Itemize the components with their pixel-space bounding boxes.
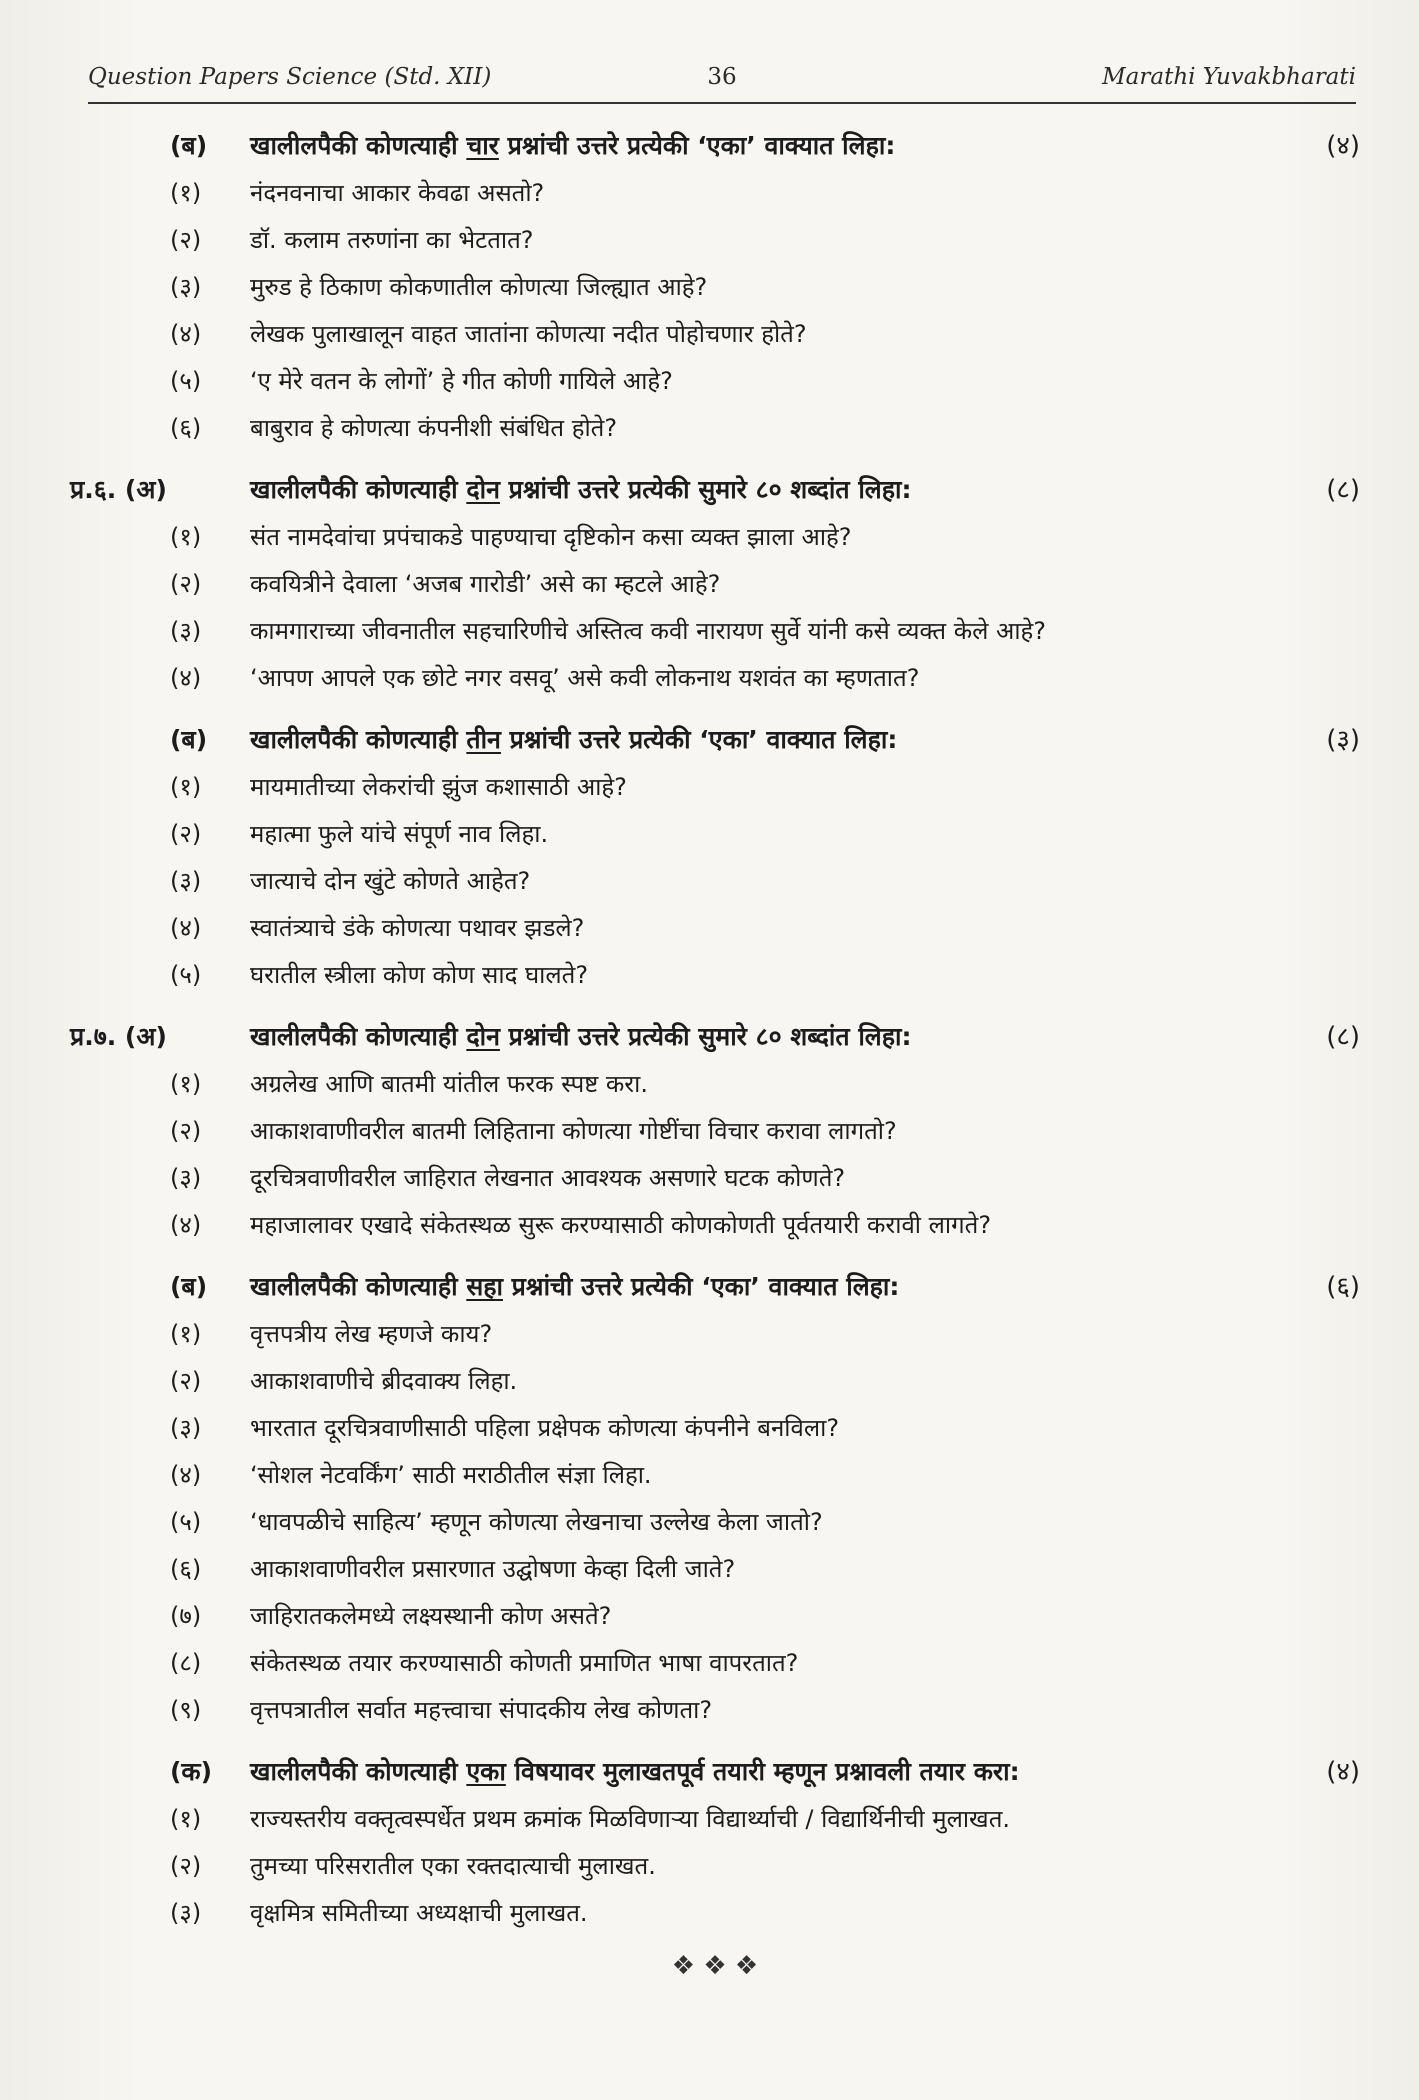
sub-question xyxy=(70,217,1360,264)
question-section xyxy=(70,1013,1360,1249)
sub-question-text: नंदनवनाचा आकार केवढा असतो? xyxy=(250,179,545,207)
sub-question-text: संत नामदेवांचा प्रपंचाकडे पाहण्याचा दृष्टिकोन कसा व्यक्त झाला आहे? xyxy=(250,523,852,551)
question-number: (ब) xyxy=(170,1272,208,1301)
instruction-suffix: प्रश्नांची उत्तरे प्रत्येकी ‘एका’ वाक्यात लिहा: xyxy=(498,131,896,160)
sub-question-text: ‘सोशल नेटवर्किंग’ साठी मराठीतील संज्ञा लिहा. xyxy=(250,1461,652,1489)
sub-question-number: (१) xyxy=(170,523,202,551)
sub-question xyxy=(70,405,1360,452)
question-instruction xyxy=(250,1748,1020,1796)
page-number: 36 xyxy=(707,64,737,90)
sub-question-text: ‘ए मेरे वतन के लोगों’ हे गीत कोणी गायिले आहे? xyxy=(250,367,673,395)
sub-question-number: (१) xyxy=(170,1320,202,1348)
sub-question-text: जाहिरातकलेमध्ये लक्ष्यस्थानी कोण असते? xyxy=(250,1602,612,1630)
question-heading xyxy=(70,122,1360,170)
header-book-title: Question Papers Science (Std. XII) xyxy=(88,64,492,90)
sub-question-number: (२) xyxy=(170,1117,202,1145)
question-heading xyxy=(70,1748,1360,1796)
instruction-prefix: खालीलपैकी कोणत्याही xyxy=(250,1272,467,1301)
question-section xyxy=(70,122,1360,452)
sub-question-number: (४) xyxy=(170,664,202,692)
sub-question-text: कामगाराच्या जीवनातील सहचारिणीचे अस्तित्व कवी नारायण सुर्वे यांनी कसे व्यक्त केले आहे? xyxy=(250,617,1047,645)
sub-question-number: (५) xyxy=(170,1508,202,1536)
sub-question-number: (३) xyxy=(170,273,202,301)
sub-question-number: (३) xyxy=(170,1164,202,1192)
sub-question-text: दूरचित्रवाणीवरील जाहिरात लेखनात आवश्यक असणारे घटक कोणते? xyxy=(250,1164,846,1192)
question-section xyxy=(70,716,1360,999)
sub-question xyxy=(70,905,1360,952)
question-instruction xyxy=(250,122,895,170)
sub-question-text: ‘धावपळीचे साहित्य’ म्हणून कोणत्या लेखनाचा उल्लेख केला जातो? xyxy=(250,1508,823,1536)
instruction-suffix: प्रश्नांची उत्तरे प्रत्येकी ‘एका’ वाक्यात लिहा: xyxy=(502,1272,900,1301)
question-content xyxy=(70,122,1360,1981)
sub-question xyxy=(70,311,1360,358)
question-heading xyxy=(70,466,1360,514)
sub-question xyxy=(70,1311,1360,1358)
instruction-prefix: खालीलपैकी कोणत्याही xyxy=(250,475,467,504)
sub-question-text: आकाशवाणीवरील प्रसारणात उद्घोषणा केव्हा दिली जाते? xyxy=(250,1555,736,1583)
instruction-suffix: विषयावर मुलाखतपूर्व तयारी म्हणून प्रश्नावली तयार करा: xyxy=(505,1757,1020,1786)
question-number: प्र.७. (अ) xyxy=(70,1022,167,1051)
instruction-prefix: खालीलपैकी कोणत्याही xyxy=(250,725,467,754)
instruction-prefix: खालीलपैकी कोणत्याही xyxy=(250,131,467,160)
sub-question xyxy=(70,1499,1360,1546)
sub-question-text: महाजालावर एखादे संकेतस्थळ सुरू करण्यासाठी कोणकोणती पूर्वतयारी करावी लागते? xyxy=(250,1211,992,1239)
sub-question-number: (१) xyxy=(170,1070,202,1098)
sub-question xyxy=(70,764,1360,811)
sub-question-number: (३) xyxy=(170,1899,202,1927)
sub-question-text: ‘आपण आपले एक छोटे नगर वसवू’ असे कवी लोकनाथ यशवंत का म्हणतात? xyxy=(250,664,920,692)
sub-question-text: तुमच्या परिसरातील एका रक्तदात्याची मुलाखत. xyxy=(250,1852,656,1880)
sub-question-text: कवयित्रीने देवाला ‘अजब गारोडी’ असे का म्हटले आहे? xyxy=(250,570,721,598)
sub-question-number: (७) xyxy=(170,1602,202,1630)
sub-question-number: (९) xyxy=(170,1696,202,1724)
question-heading xyxy=(70,1263,1360,1311)
sub-question-number: (१) xyxy=(170,179,202,207)
sub-question-text: वृत्तपत्रीय लेख म्हणजे काय? xyxy=(250,1320,493,1348)
sub-question-text: डॉ. कलाम तरुणांना का भेटतात? xyxy=(250,226,534,254)
sub-question xyxy=(70,514,1360,561)
instruction-count-word: तीन xyxy=(466,725,501,754)
sub-question-number: (५) xyxy=(170,961,202,989)
sub-question-text: संकेतस्थळ तयार करण्यासाठी कोणती प्रमाणित भाषा वापरतात? xyxy=(250,1649,799,1677)
sub-question-number: (३) xyxy=(170,867,202,895)
question-number: (क) xyxy=(170,1757,213,1786)
question-instruction xyxy=(250,716,897,764)
sub-question xyxy=(70,608,1360,655)
sub-question-text: घरातील स्त्रीला कोण कोण साद घालते? xyxy=(250,961,589,989)
question-marks: (६) xyxy=(1326,1272,1360,1302)
instruction-suffix: प्रश्नांची उत्तरे प्रत्येकी ‘एका’ वाक्यात लिहा: xyxy=(500,725,898,754)
sub-question xyxy=(70,1546,1360,1593)
question-marks: (४) xyxy=(1326,131,1360,161)
question-number: (ब) xyxy=(170,131,208,160)
sub-question-number: (४) xyxy=(170,1461,202,1489)
sub-question-number: (४) xyxy=(170,914,202,942)
sub-question-text: मायमातीच्या लेकरांची झुंज कशासाठी आहे? xyxy=(250,773,627,801)
sub-question-text: वृत्तपत्रातील सर्वात महत्त्वाचा संपादकीय लेख कोणता? xyxy=(250,1696,713,1724)
sub-question-text: वृक्षमित्र समितीच्या अध्यक्षाची मुलाखत. xyxy=(250,1899,588,1927)
question-section xyxy=(70,466,1360,702)
question-heading xyxy=(70,716,1360,764)
sub-question xyxy=(70,1202,1360,1249)
sub-question-number: (४) xyxy=(170,1211,202,1239)
sub-question-number: (६) xyxy=(170,1555,202,1583)
instruction-suffix: प्रश्नांची उत्तरे प्रत्येकी सुमारे ८० शब्दांत लिहा: xyxy=(499,475,912,504)
sub-question-number: (४) xyxy=(170,320,202,348)
sub-question-number: (२) xyxy=(170,1367,202,1395)
sub-question xyxy=(70,1843,1360,1890)
sub-question-number: (३) xyxy=(170,617,202,645)
sub-question xyxy=(70,1640,1360,1687)
sub-question xyxy=(70,170,1360,217)
instruction-count-word: एका xyxy=(466,1757,506,1786)
sub-question-number: (२) xyxy=(170,570,202,598)
instruction-count-word: चार xyxy=(466,131,499,160)
sub-question xyxy=(70,1108,1360,1155)
sub-question xyxy=(70,1593,1360,1640)
sub-question-text: मुरुड हे ठिकाण कोकणातील कोणत्या जिल्ह्यात आहे? xyxy=(250,273,708,301)
sub-question xyxy=(70,1796,1360,1843)
running-header xyxy=(88,58,1356,104)
sub-question xyxy=(70,655,1360,702)
sub-question-number: (२) xyxy=(170,226,202,254)
question-marks: (८) xyxy=(1326,475,1360,505)
question-instruction xyxy=(250,1263,899,1311)
instruction-suffix: प्रश्नांची उत्तरे प्रत्येकी सुमारे ८० शब्दांत लिहा: xyxy=(499,1022,912,1051)
sub-question xyxy=(70,1405,1360,1452)
sub-question xyxy=(70,858,1360,905)
instruction-count-word: दोन xyxy=(466,475,500,504)
question-section xyxy=(70,1263,1360,1734)
sub-question-text: राज्यस्तरीय वक्तृत्वस्पर्धेत प्रथम क्रमांक मिळविणाऱ्या विद्यार्थ्याची / विद्यार्थिनीची मुलाखत. xyxy=(250,1805,1011,1833)
sub-question-number: (३) xyxy=(170,1414,202,1442)
sub-question-text: जात्याचे दोन खुंटे कोणते आहेत? xyxy=(250,867,531,895)
sub-question xyxy=(70,1452,1360,1499)
sub-question-text: लेखक पुलाखालून वाहत जातांना कोणत्या नदीत पोहोचणार होते? xyxy=(250,320,807,348)
sub-question-number: (८) xyxy=(170,1649,202,1677)
sub-question-number: (६) xyxy=(170,414,202,442)
sub-question-number: (१) xyxy=(170,773,202,801)
question-marks: (८) xyxy=(1326,1022,1360,1052)
sub-question xyxy=(70,1358,1360,1405)
question-heading xyxy=(70,1013,1360,1061)
sub-question xyxy=(70,952,1360,999)
sub-question xyxy=(70,264,1360,311)
sub-question xyxy=(70,811,1360,858)
sub-question xyxy=(70,1061,1360,1108)
question-number: (ब) xyxy=(170,725,208,754)
question-number: प्र.६. (अ) xyxy=(70,475,167,504)
instruction-count-word: दोन xyxy=(466,1022,500,1051)
sub-question-text: महात्मा फुले यांचे संपूर्ण नाव लिहा. xyxy=(250,820,549,848)
sub-question-number: (२) xyxy=(170,820,202,848)
sub-question xyxy=(70,358,1360,405)
sub-question-text: भारतात दूरचित्रवाणीसाठी पहिला प्रक्षेपक कोणत्या कंपनीने बनविला? xyxy=(250,1414,840,1442)
sub-question xyxy=(70,1890,1360,1937)
header-subject: Marathi Yuvakbharati xyxy=(1102,64,1356,90)
question-section xyxy=(70,1748,1360,1937)
instruction-count-word: सहा xyxy=(466,1272,503,1301)
question-instruction xyxy=(250,466,912,514)
sub-question-text: स्वातंत्र्याचे डंके कोणत्या पथावर झडले? xyxy=(250,914,585,942)
sub-question-number: (१) xyxy=(170,1805,202,1833)
question-instruction xyxy=(250,1013,912,1061)
question-marks: (३) xyxy=(1326,725,1360,755)
question-marks: (४) xyxy=(1326,1757,1360,1787)
instruction-prefix: खालीलपैकी कोणत्याही xyxy=(250,1022,467,1051)
sub-question-text: अग्रलेख आणि बातमी यांतील फरक स्पष्ट करा. xyxy=(250,1070,648,1098)
instruction-prefix: खालीलपैकी कोणत्याही xyxy=(250,1757,467,1786)
sub-question xyxy=(70,1155,1360,1202)
sub-question xyxy=(70,1687,1360,1734)
sub-question-text: आकाशवाणीचे ब्रीदवाक्य लिहा. xyxy=(250,1367,518,1395)
sub-question-number: (५) xyxy=(170,367,202,395)
sub-question xyxy=(70,561,1360,608)
sub-question-text: बाबुराव हे कोणत्या कंपनीशी संबंधित होते? xyxy=(250,414,618,442)
end-of-paper-mark: ❖ ❖ ❖ xyxy=(671,1951,759,1981)
sub-question-number: (२) xyxy=(170,1852,202,1880)
sub-question-text: आकाशवाणीवरील बातमी लिहिताना कोणत्या गोष्टींचा विचार करावा लागतो? xyxy=(250,1117,897,1145)
